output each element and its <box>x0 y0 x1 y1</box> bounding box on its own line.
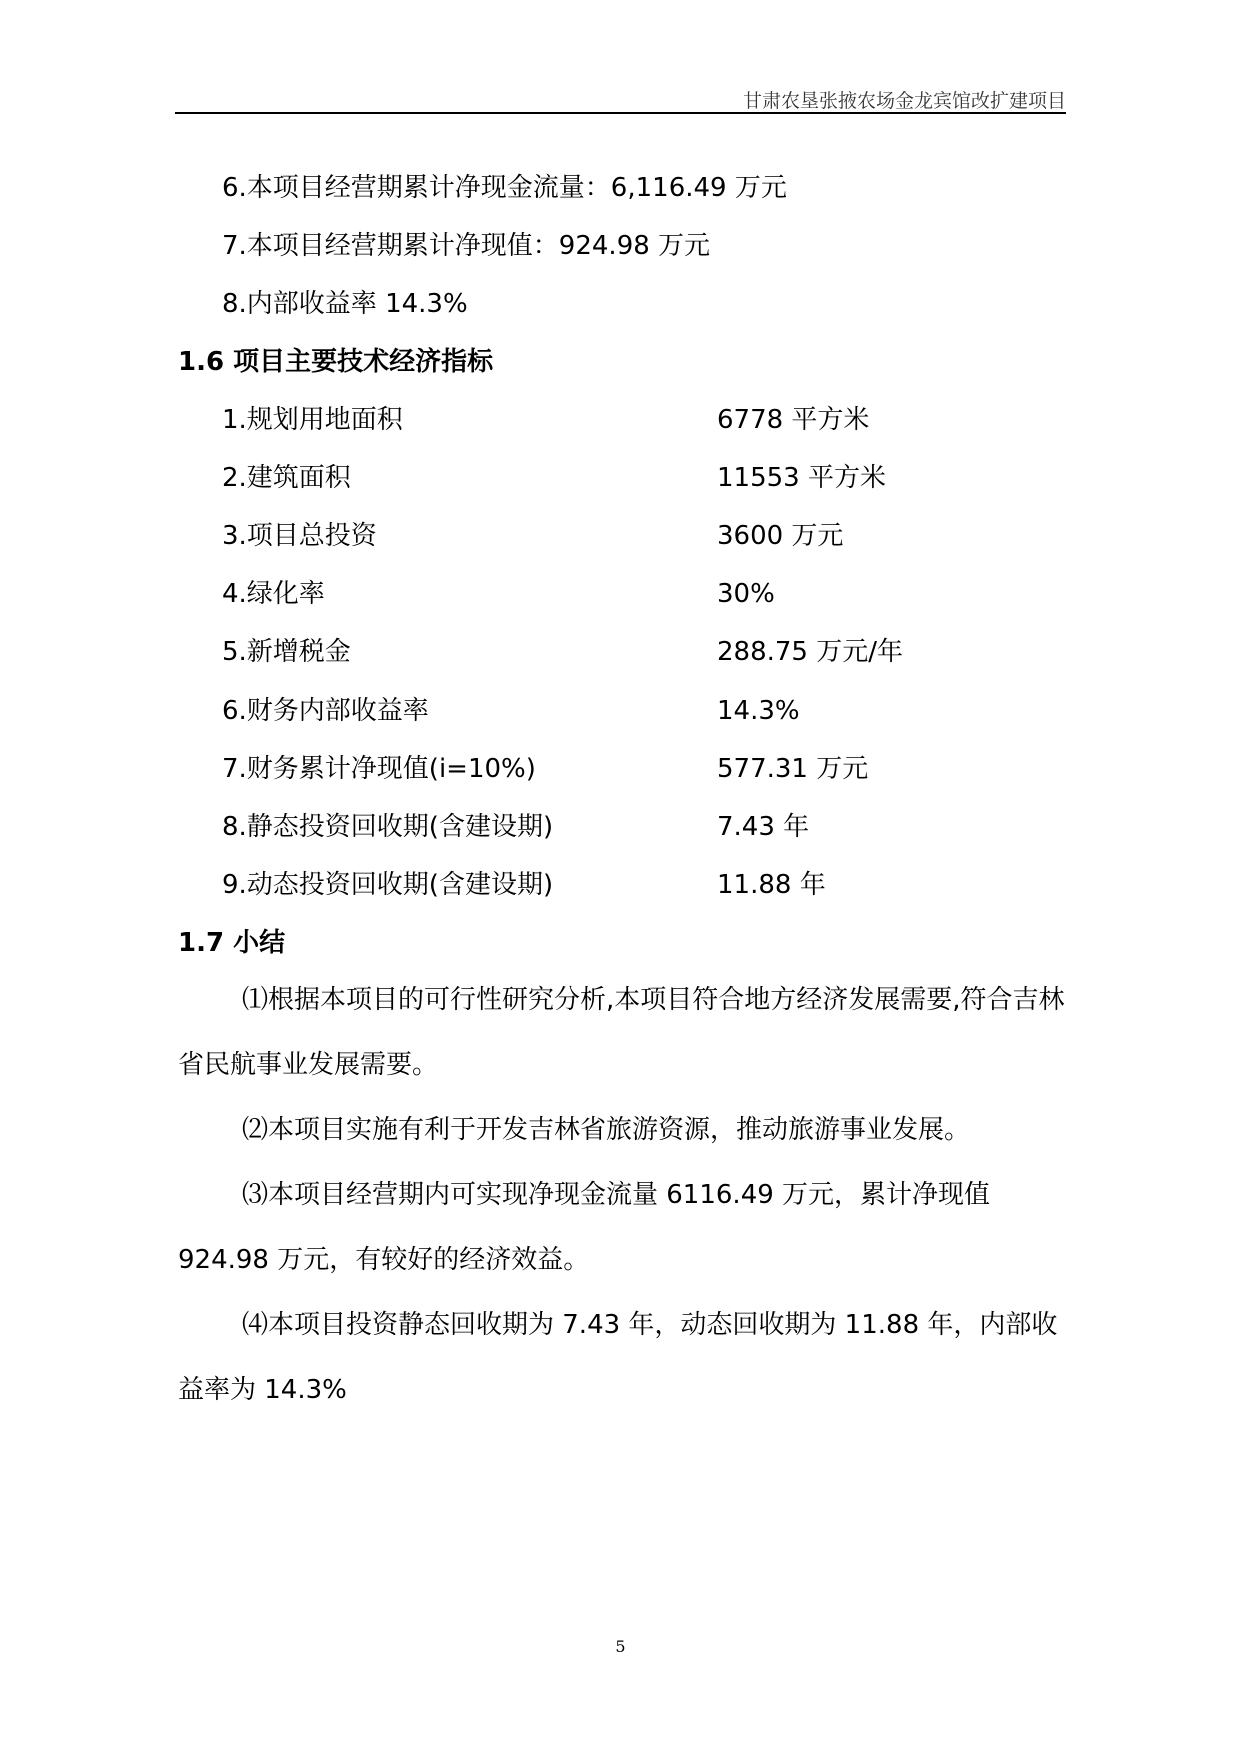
summary-text: ⑴根据本项目的可行性研究分析,本项目符合地方经济发展需要,符合吉林省民航事业发展需要。 <box>178 985 1065 1080</box>
indicator-row <box>222 577 1022 611</box>
indicator-name: 1.规划用地面积 <box>222 405 403 435</box>
result-line: 6.本项目经营期累计净现金流量：6,116.49 万元 <box>222 173 787 203</box>
indicator-name: 9.动态投资回收期(含建设期) <box>222 870 554 900</box>
summary-paragraph <box>178 1293 1073 1423</box>
indicator-name: 3.项目总投资 <box>222 521 377 551</box>
indicator-row <box>222 461 1022 495</box>
indicator-name: 6.财务内部收益率 <box>222 696 429 726</box>
section-heading-1-6: 1.6 项目主要技术经济指标 <box>178 347 494 377</box>
indicator-value: 288.75 万元/年 <box>717 637 903 667</box>
indicator-name: 4.绿化率 <box>222 579 325 609</box>
indicator-value: 7.43 年 <box>717 812 810 842</box>
indicator-row <box>222 868 1022 902</box>
running-header-title: 甘肃农垦张掖农场金龙宾馆改扩建项目 <box>742 90 1066 112</box>
indicator-value: 30% <box>717 579 775 609</box>
indicator-row <box>222 752 1022 786</box>
indicator-value: 3600 万元 <box>717 521 844 551</box>
indicator-value: 14.3% <box>717 696 800 726</box>
indicator-row <box>222 635 1022 669</box>
summary-paragraph <box>178 968 1073 1098</box>
indicator-row <box>222 403 1022 437</box>
summary-text: ⑶本项目经营期内可实现净现金流量 6116.49 万元，累计净现值924.98 万元，有较好的经济效益。 <box>178 1180 991 1275</box>
indicator-name: 2.建筑面积 <box>222 463 351 493</box>
summary-paragraph <box>178 1098 1073 1163</box>
indicator-row <box>222 694 1022 728</box>
summary-text: ⑵本项目实施有利于开发吉林省旅游资源，推动旅游事业发展。 <box>242 1115 971 1145</box>
indicator-name: 8.静态投资回收期(含建设期) <box>222 812 554 842</box>
indicator-row <box>222 519 1022 553</box>
header-rule <box>175 112 1066 114</box>
summary-text: ⑷本项目投资静态回收期为 7.43 年，动态回收期为 11.88 年，内部收益率为 14.3% <box>178 1310 1058 1405</box>
result-line: 8.内部收益率 14.3% <box>222 289 468 319</box>
indicator-value: 6778 平方米 <box>717 405 870 435</box>
page-number: 5 <box>615 1637 626 1656</box>
indicator-value: 577.31 万元 <box>717 754 869 784</box>
summary-paragraph <box>178 1163 1073 1293</box>
indicator-value: 11.88 年 <box>717 870 826 900</box>
section-heading-1-7: 1.7 小结 <box>178 928 286 958</box>
result-line: 7.本项目经营期累计净现值：924.98 万元 <box>222 231 711 261</box>
indicator-value: 11553 平方米 <box>717 463 886 493</box>
indicator-row <box>222 810 1022 844</box>
indicator-name: 5.新增税金 <box>222 637 351 667</box>
indicator-name: 7.财务累计净现值(i=10%) <box>222 754 536 784</box>
